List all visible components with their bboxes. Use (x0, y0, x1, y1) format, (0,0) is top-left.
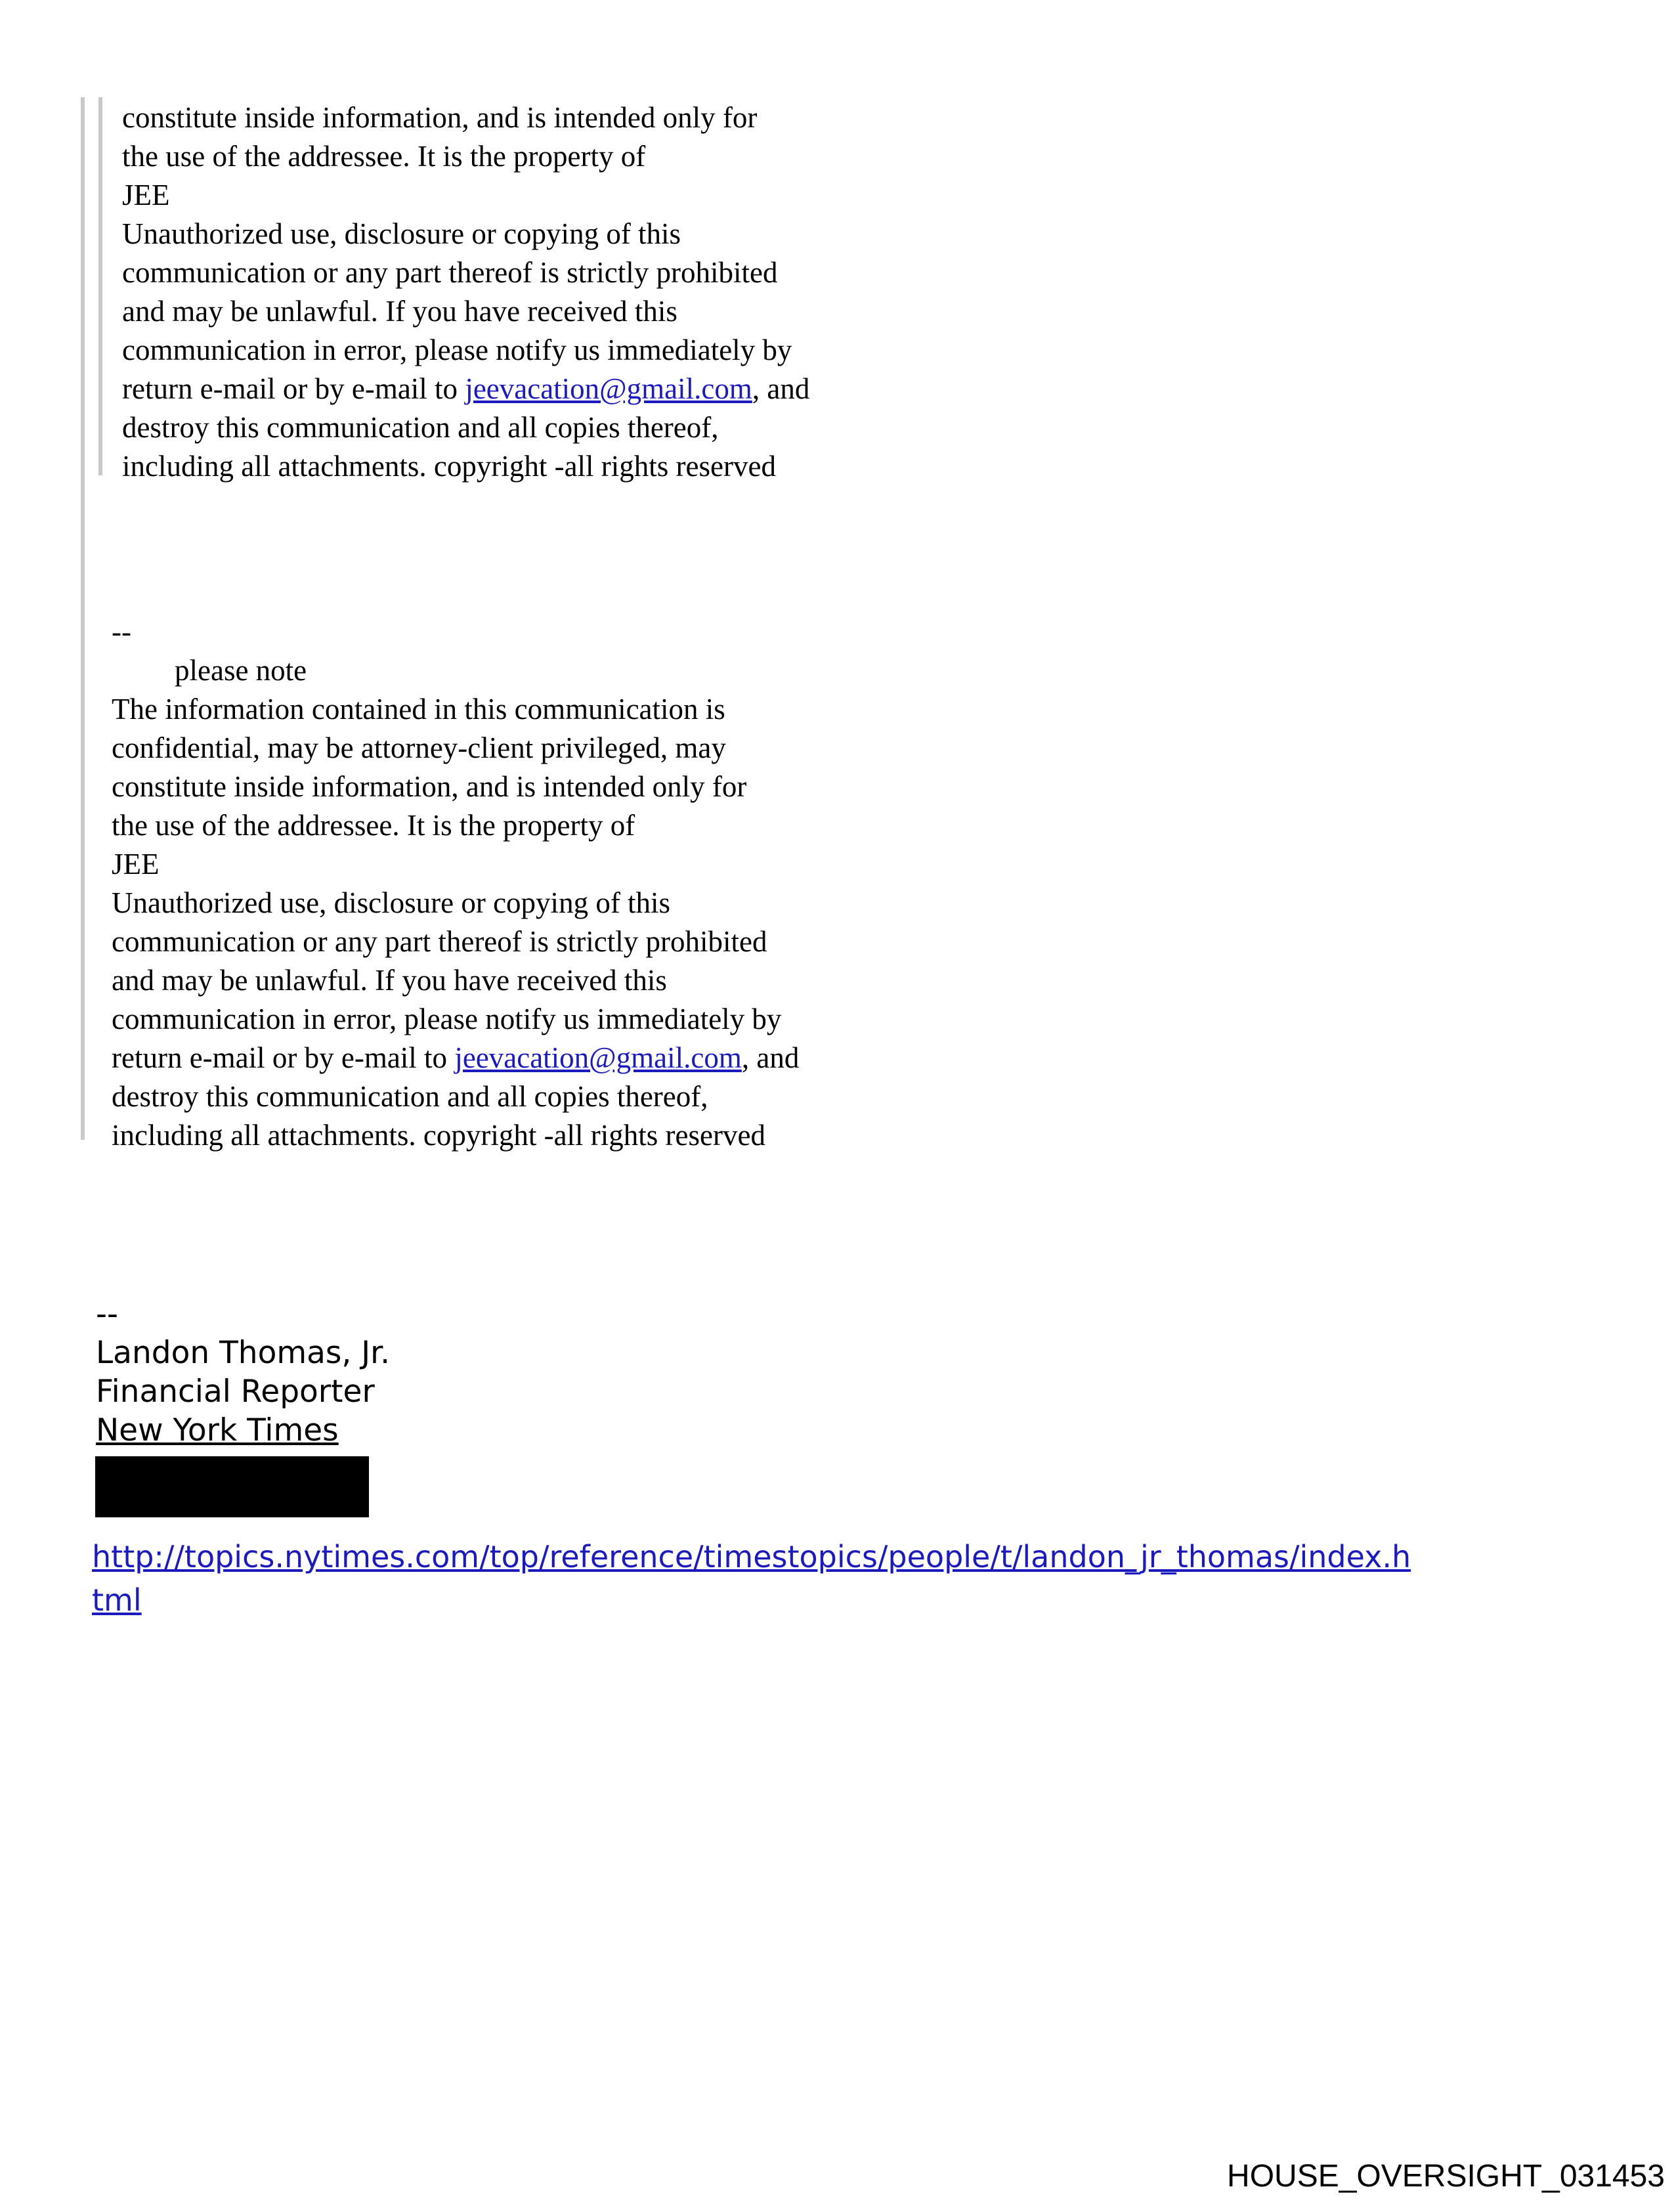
disclaimer-line: including all attachments. copyright -all rights reserved (112, 1119, 765, 1152)
link-prefix-text: return e-mail or by e-mail to (122, 372, 465, 405)
disclaimer-line: and may be unlawful. If you have received this (122, 295, 677, 328)
disclaimer-line: constitute inside information, and is intended only for (122, 101, 758, 134)
disclaimer-block-top (122, 98, 809, 486)
disclaimer-line: The information contained in this communication is (112, 693, 725, 726)
link-prefix-text: return e-mail or by e-mail to (112, 1041, 455, 1074)
disclaimer-block-bottom (112, 613, 799, 1155)
article-url-link-line1[interactable]: http://topics.nytimes.com/top/reference/timestopics/people/t/landon_jr_thomas/index.h (92, 1539, 1411, 1574)
article-url-link-line2[interactable]: tml (92, 1582, 142, 1618)
disclaimer-line: the use of the addressee. It is the property of (112, 809, 635, 842)
disclaimer-line: Unauthorized use, disclosure or copying of this (112, 886, 671, 919)
please-note-label: please note (175, 654, 307, 687)
disclaimer-line: the use of the addressee. It is the property of (122, 140, 646, 173)
signature-block (96, 1295, 390, 1450)
disclaimer-line: destroy this communication and all copies thereof, (122, 411, 719, 444)
quote-bar-inner (98, 97, 102, 475)
disclaimer-line: and may be unlawful. If you have received this (112, 964, 667, 997)
disclaimer-line: constitute inside information, and is intended only for (112, 770, 747, 803)
disclaimer-line (112, 1039, 799, 1077)
signature-separator: -- (96, 1296, 118, 1332)
article-url-block (92, 1535, 1411, 1622)
signature-title: Financial Reporter (96, 1374, 375, 1410)
disclaimer-line: communication in error, please notify us immediately by (122, 334, 792, 366)
email-link[interactable]: jeevacation@gmail.com (465, 372, 752, 405)
disclaimer-line: Unauthorized use, disclosure or copying of this (122, 217, 681, 250)
disclaimer-line: including all attachments. copyright -all rights reserved (122, 450, 776, 483)
email-link[interactable]: jeevacation@gmail.com (454, 1041, 742, 1074)
bates-number: HOUSE_OVERSIGHT_031453 (1227, 2159, 1665, 2194)
link-suffix-text: , and (752, 372, 810, 405)
signature-organization-link[interactable]: New York Times (96, 1412, 339, 1448)
quote-bar-outer (81, 97, 85, 1140)
redaction-box (95, 1456, 369, 1517)
disclaimer-line: destroy this communication and all copies thereof, (112, 1080, 708, 1113)
signature-name: Landon Thomas, Jr. (96, 1335, 391, 1371)
link-suffix-text: , and (741, 1041, 800, 1074)
disclaimer-line: communication or any part thereof is strictly prohibited (122, 256, 778, 289)
disclaimer-line: communication in error, please notify us immediately by (112, 1003, 782, 1035)
disclaimer-line: communication or any part thereof is strictly prohibited (112, 925, 767, 958)
disclaimer-line: JEE (112, 848, 160, 880)
signature-separator: -- (112, 615, 131, 648)
disclaimer-line (122, 370, 809, 408)
disclaimer-line: confidential, may be attorney-client privileged, may (112, 731, 726, 764)
disclaimer-line: JEE (122, 179, 170, 211)
